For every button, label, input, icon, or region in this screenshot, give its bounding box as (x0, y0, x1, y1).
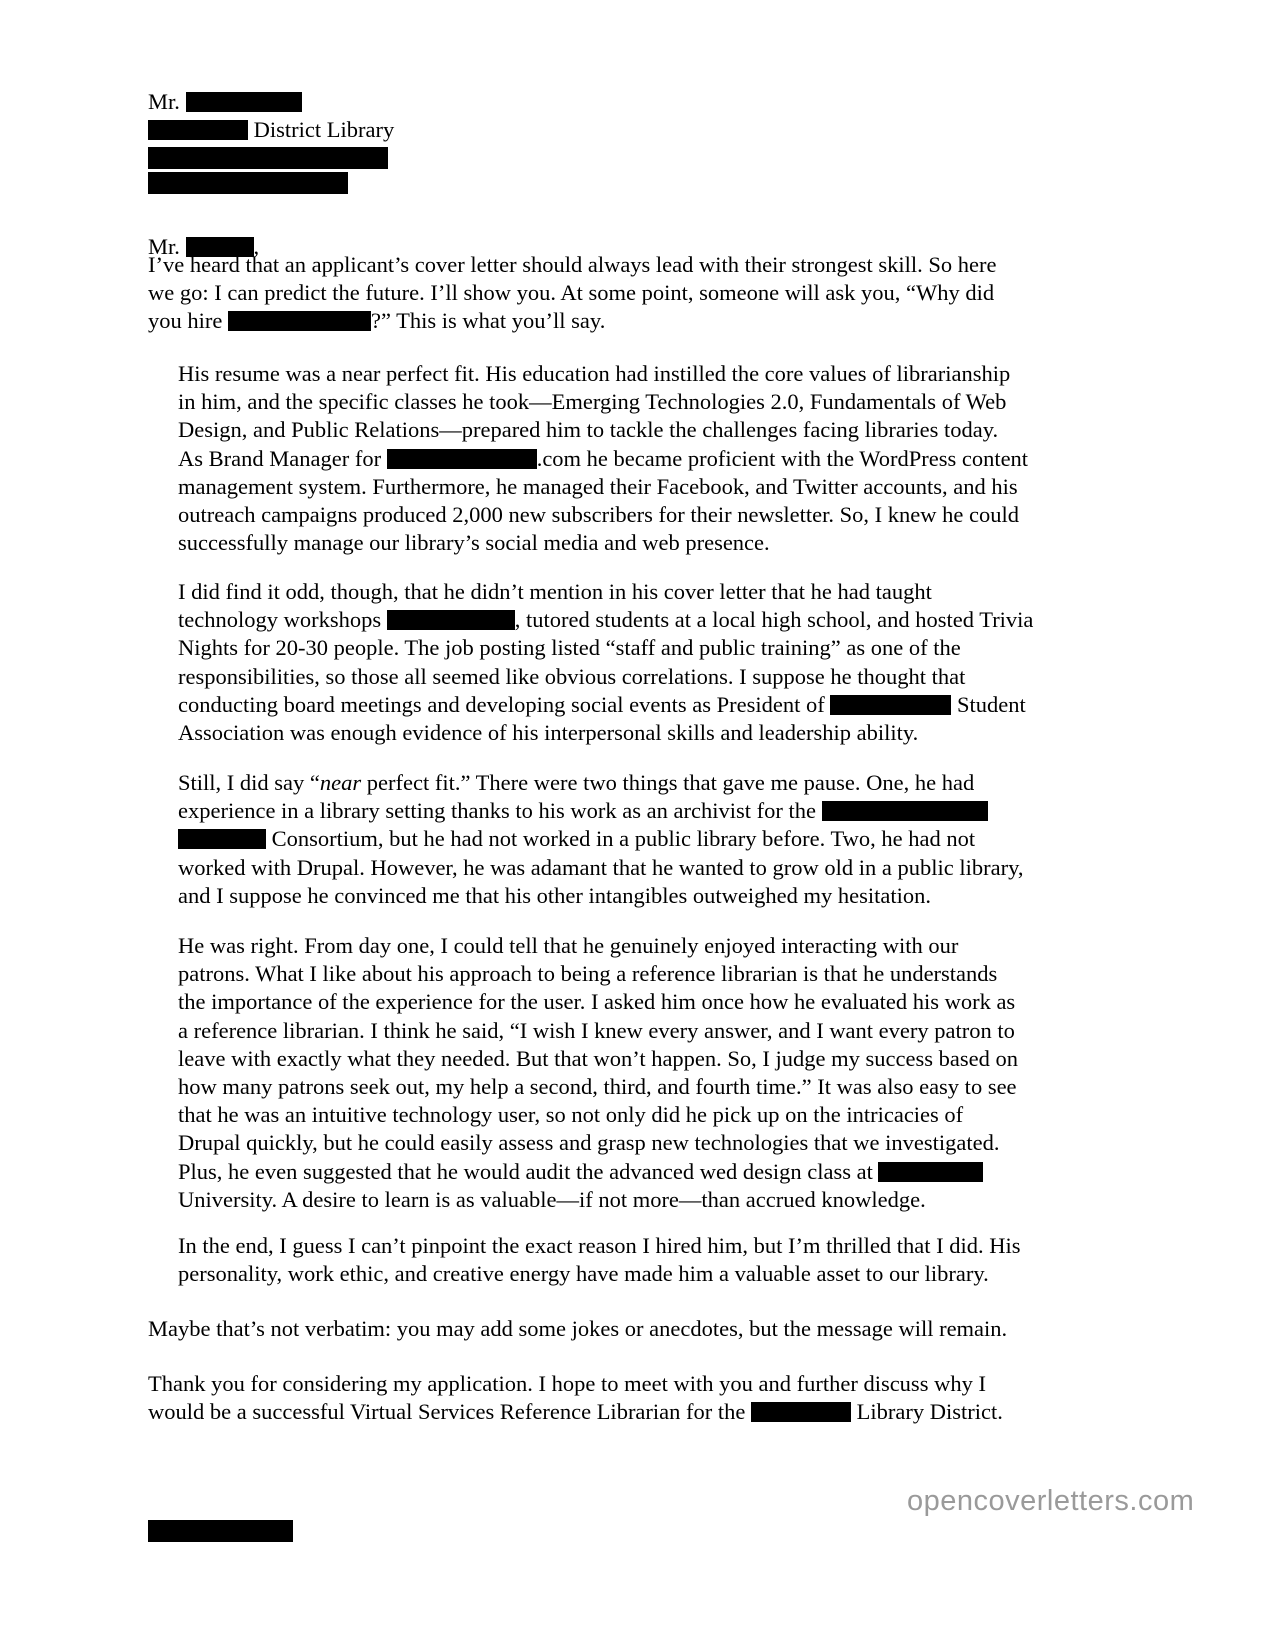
salutation-prefix: Mr. (148, 234, 180, 259)
text-span: Student (956, 691, 1026, 717)
text-line: In the end, I guess I can’t pinpoint the exact reason I hired him, but I’m thrilled that I did. His (178, 1233, 1021, 1258)
text-span: Plus, he even suggested that he would audit the advanced wed design class at (178, 1158, 873, 1184)
text-line: patrons. What I like about his approach to being a reference librarian is that he understands (178, 961, 998, 987)
text-line: I did find it odd, though, that he didn’t mention in his cover letter that he had taught (178, 579, 932, 604)
text-line: that he was an intuitive technology user, so not only did he pick up on the intricacies of (178, 1102, 964, 1128)
text-line: University. A desire to learn is as valuable—if not more—than accrued knowledge. (178, 1186, 926, 1212)
paragraph-4 (178, 932, 1128, 1214)
text-span: Library District. (856, 1399, 1003, 1425)
text-span: , tutored students at a local high school, and hosted Trivia (514, 607, 1034, 633)
text-line: Drupal quickly, but he could easily assess and grasp new technologies that we investigated. (178, 1130, 1000, 1156)
paragraph-3 (178, 769, 1128, 910)
text-span: would be a successful Virtual Services Reference Librarian for the (148, 1399, 746, 1425)
text-span: Consortium, but he had not worked in a public library before. Two, he had not (271, 826, 976, 852)
text-line (178, 769, 1128, 797)
library-name: District Library (253, 117, 395, 142)
redaction-bar (228, 311, 371, 331)
text-line: responsibilities, so those all seemed like obvious correlations. I suppose he thought that (178, 663, 966, 689)
text-span: technology workshops (178, 607, 382, 633)
text-line: leave with exactly what they needed. But that won’t happen. So, I judge my success based on (178, 1045, 1018, 1071)
text-line (148, 1398, 1148, 1426)
redaction-bar (387, 449, 537, 469)
closing-paragraph (148, 1370, 1148, 1426)
recipient-address (148, 88, 394, 194)
emphasis-text: near (319, 770, 362, 795)
text-line (148, 307, 1148, 335)
paragraph-2 (178, 578, 1128, 747)
redaction-bar (148, 147, 388, 169)
redaction-bar (387, 610, 515, 630)
text-line: personality, work ethic, and creative energy have made him a valuable asset to our library. (178, 1261, 989, 1287)
text-span: Still, I did say “ (178, 770, 320, 795)
text-span: .com he became proficient with the WordPress content (536, 445, 1029, 471)
text-span: As Brand Manager for (178, 445, 382, 471)
text-line: Maybe that’s not verbatim: you may add some jokes or anecdotes, but the message will remain. (148, 1316, 1008, 1341)
text-line: I’ve heard that an applicant’s cover letter should always lead with their strongest skill. So here (148, 252, 997, 277)
address-line-2 (148, 116, 394, 144)
salutation-comma: , (253, 234, 260, 259)
text-line: Association was enough evidence of his interpersonal skills and leadership ability. (178, 719, 919, 745)
intro-paragraph (148, 251, 1148, 336)
text-span: perfect fit.” There were two things that gave me pause. One, he had (361, 770, 975, 795)
text-line: His resume was a near perfect fit. His education had instilled the core values of librarianship (178, 361, 1011, 386)
redaction-bar (822, 801, 988, 821)
text-line: outreach campaigns produced 2,000 new subscribers for their newsletter. So, I knew he could (178, 501, 1020, 527)
text-line (178, 445, 1128, 473)
redaction-bar (751, 1402, 851, 1422)
text-span: conducting board meetings and developing social events as President of (178, 691, 825, 717)
text-line (178, 1158, 1128, 1186)
address-prefix: Mr. (148, 89, 180, 114)
text-line: successfully manage our library’s social media and web presence. (178, 530, 770, 556)
text-span: experience in a library setting thanks to his work as an archivist for the (178, 798, 816, 824)
text-line: Thank you for considering my application. I hope to meet with you and further discuss why I (148, 1371, 986, 1396)
redaction-bar (830, 695, 951, 715)
text-line: a reference librarian. I think he said, “I wish I knew every answer, and I want every patron to (178, 1017, 1015, 1043)
text-line (178, 825, 1128, 853)
text-line (178, 606, 1128, 634)
text-line: how many patrons seek out, my help a second, third, and fourth time.” It was also easy to see (178, 1073, 1017, 1099)
text-span: you hire (148, 308, 223, 334)
text-line: we go: I can predict the future. I’ll show you. At some point, someone will ask you, “Why did (148, 280, 995, 306)
redaction-bar (178, 829, 266, 849)
text-line (178, 797, 1128, 825)
text-line (178, 691, 1128, 719)
text-line: Nights for 20-30 people. The job posting listed “staff and public training” as one of the (178, 635, 961, 661)
redaction-bar (878, 1162, 983, 1182)
redaction-bar (186, 92, 302, 112)
text-span: ?” This is what you’ll say. (370, 308, 606, 334)
paragraph-5 (178, 1232, 1128, 1288)
text-line: management system. Furthermore, he managed their Facebook, and Twitter accounts, and his (178, 473, 1018, 499)
text-line: worked with Drupal. However, he was adamant that he wanted to grow old in a public library, (178, 854, 1024, 880)
paragraph-1 (178, 360, 1128, 557)
text-line: He was right. From day one, I could tell that he genuinely enjoyed interacting with our (178, 933, 959, 958)
address-line-1 (148, 88, 394, 116)
paragraph-6 (148, 1315, 1148, 1343)
redaction-bar (148, 120, 248, 140)
text-line: in him, and the specific classes he took—Emerging Technologies 2.0, Fundamentals of Web (178, 389, 1007, 415)
text-line: the importance of the experience for the user. I asked him once how he evaluated his work as (178, 989, 1016, 1015)
signature-redaction-bar (148, 1520, 293, 1542)
redaction-bar (148, 172, 348, 194)
text-line: Design, and Public Relations—prepared him to tackle the challenges facing libraries today. (178, 417, 999, 443)
text-line: and I suppose he convinced me that his other intangibles outweighed my hesitation. (178, 882, 931, 908)
watermark: opencoverletters.com (907, 1485, 1195, 1517)
